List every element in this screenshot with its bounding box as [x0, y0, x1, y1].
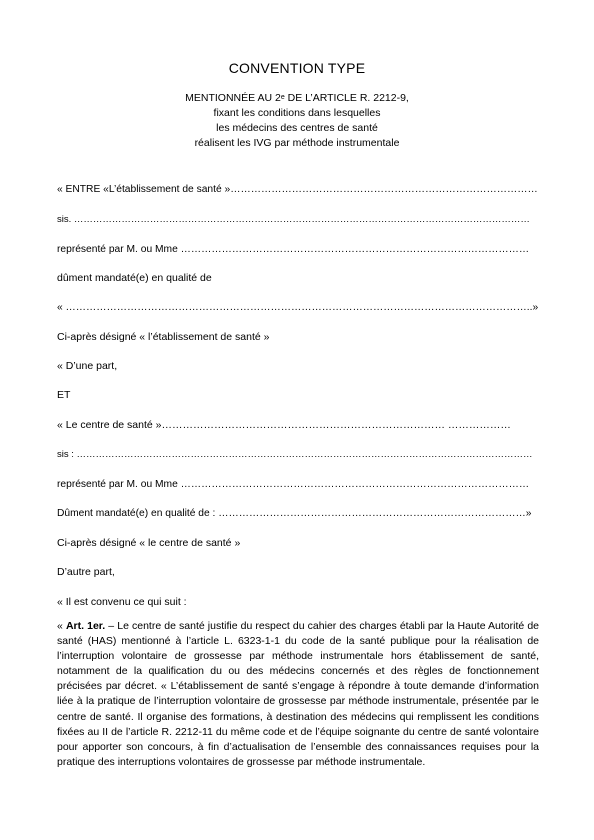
subtitle-line-1-sup: e: [280, 94, 285, 101]
article-1: [57, 619, 539, 770]
field-centre-sante: « Le centre de santé »……………………………………………………………………… ………………: [57, 419, 511, 431]
article-1-text: – Le centre de santé justifie du respect du cahier des charges établi par la Haute Autorité de santé (HAS) mentionné à l’article L. 6323-1-1 du code de la santé publique pour la réalisation de l’interruption volontaire de grossesse par méthode instrumentale hors établissement de santé, notamment de la qualification du ou des médecins concernés et des règles de fonctionnement précisées par décret. « L’établissement de santé s’engage à répondre à toute demande d’information liée à la pratique de l’interruption volontaire de grossesse par méthode instrumentale, présentée par le centre de santé. Il organise des formations, à destination des médecins qui remplissent les conditions fixées au II de l’article R. 2212-11 du même code et de l’équipe soignante du centre de santé volontaire pour apporter son concours, à fin d’actualisation de l’ensemble des connaissances requises pour la pratique des interruptions volontaires de grossesse par méthode instrumentale.: [57, 620, 539, 768]
subtitle-line-1-prefix: MENTIONNÉE AU 2: [185, 92, 281, 104]
article-1-label: Art. 1er.: [65, 620, 106, 632]
field-etablissement-representative: représenté par M. ou Mme …………………………………………………………………………………………: [57, 244, 530, 255]
document-subtitle: [0, 91, 594, 151]
field-centre-representative: représenté par M. ou Mme …………………………………………………………………………………………: [57, 479, 530, 490]
agreement-intro: « Il est convenu ce qui suit :: [57, 596, 187, 608]
subtitle-line-2: fixant les conditions dans lesquelles: [213, 107, 381, 119]
field-etablissement-address: sis. ………………………………………………………………………………………………………………………………: [57, 214, 530, 225]
designation-centre: Ci-après désigné « le centre de santé »: [57, 537, 241, 549]
party-one-label: « D’une part,: [57, 360, 118, 372]
field-centre-mandate: Dûment mandaté(e) en qualité de : ………………………………………………………………………………»: [57, 508, 532, 519]
party-two-label: D’autre part,: [57, 566, 115, 578]
subtitle-line-4: réalisent les IVG par méthode instrumentale: [194, 137, 400, 149]
document-title: CONVENTION TYPE: [228, 60, 366, 76]
and-label: ET: [57, 389, 71, 401]
subtitle-line-1-suffix: DE L’ARTICLE R. 2212-9,: [284, 92, 409, 104]
designation-etablissement: Ci-après désigné « l’établissement de santé »: [57, 331, 270, 343]
subtitle-line-3: les médecins des centres de santé: [216, 122, 378, 134]
article-1-prefix: «: [57, 620, 66, 632]
field-etablissement-mandate: « ………………………………………………………………………………………………………………………..»: [57, 302, 539, 313]
field-etablissement: « ENTRE «L’établissement de santé »………………………………………………………………………………: [57, 184, 538, 195]
subtitle-line-1: [0, 91, 594, 106]
field-centre-address: sis : ………………………………………………………………………………………………………………………………: [57, 449, 533, 460]
field-etablissement-mandate-label: dûment mandaté(e) en qualité de: [57, 272, 212, 284]
